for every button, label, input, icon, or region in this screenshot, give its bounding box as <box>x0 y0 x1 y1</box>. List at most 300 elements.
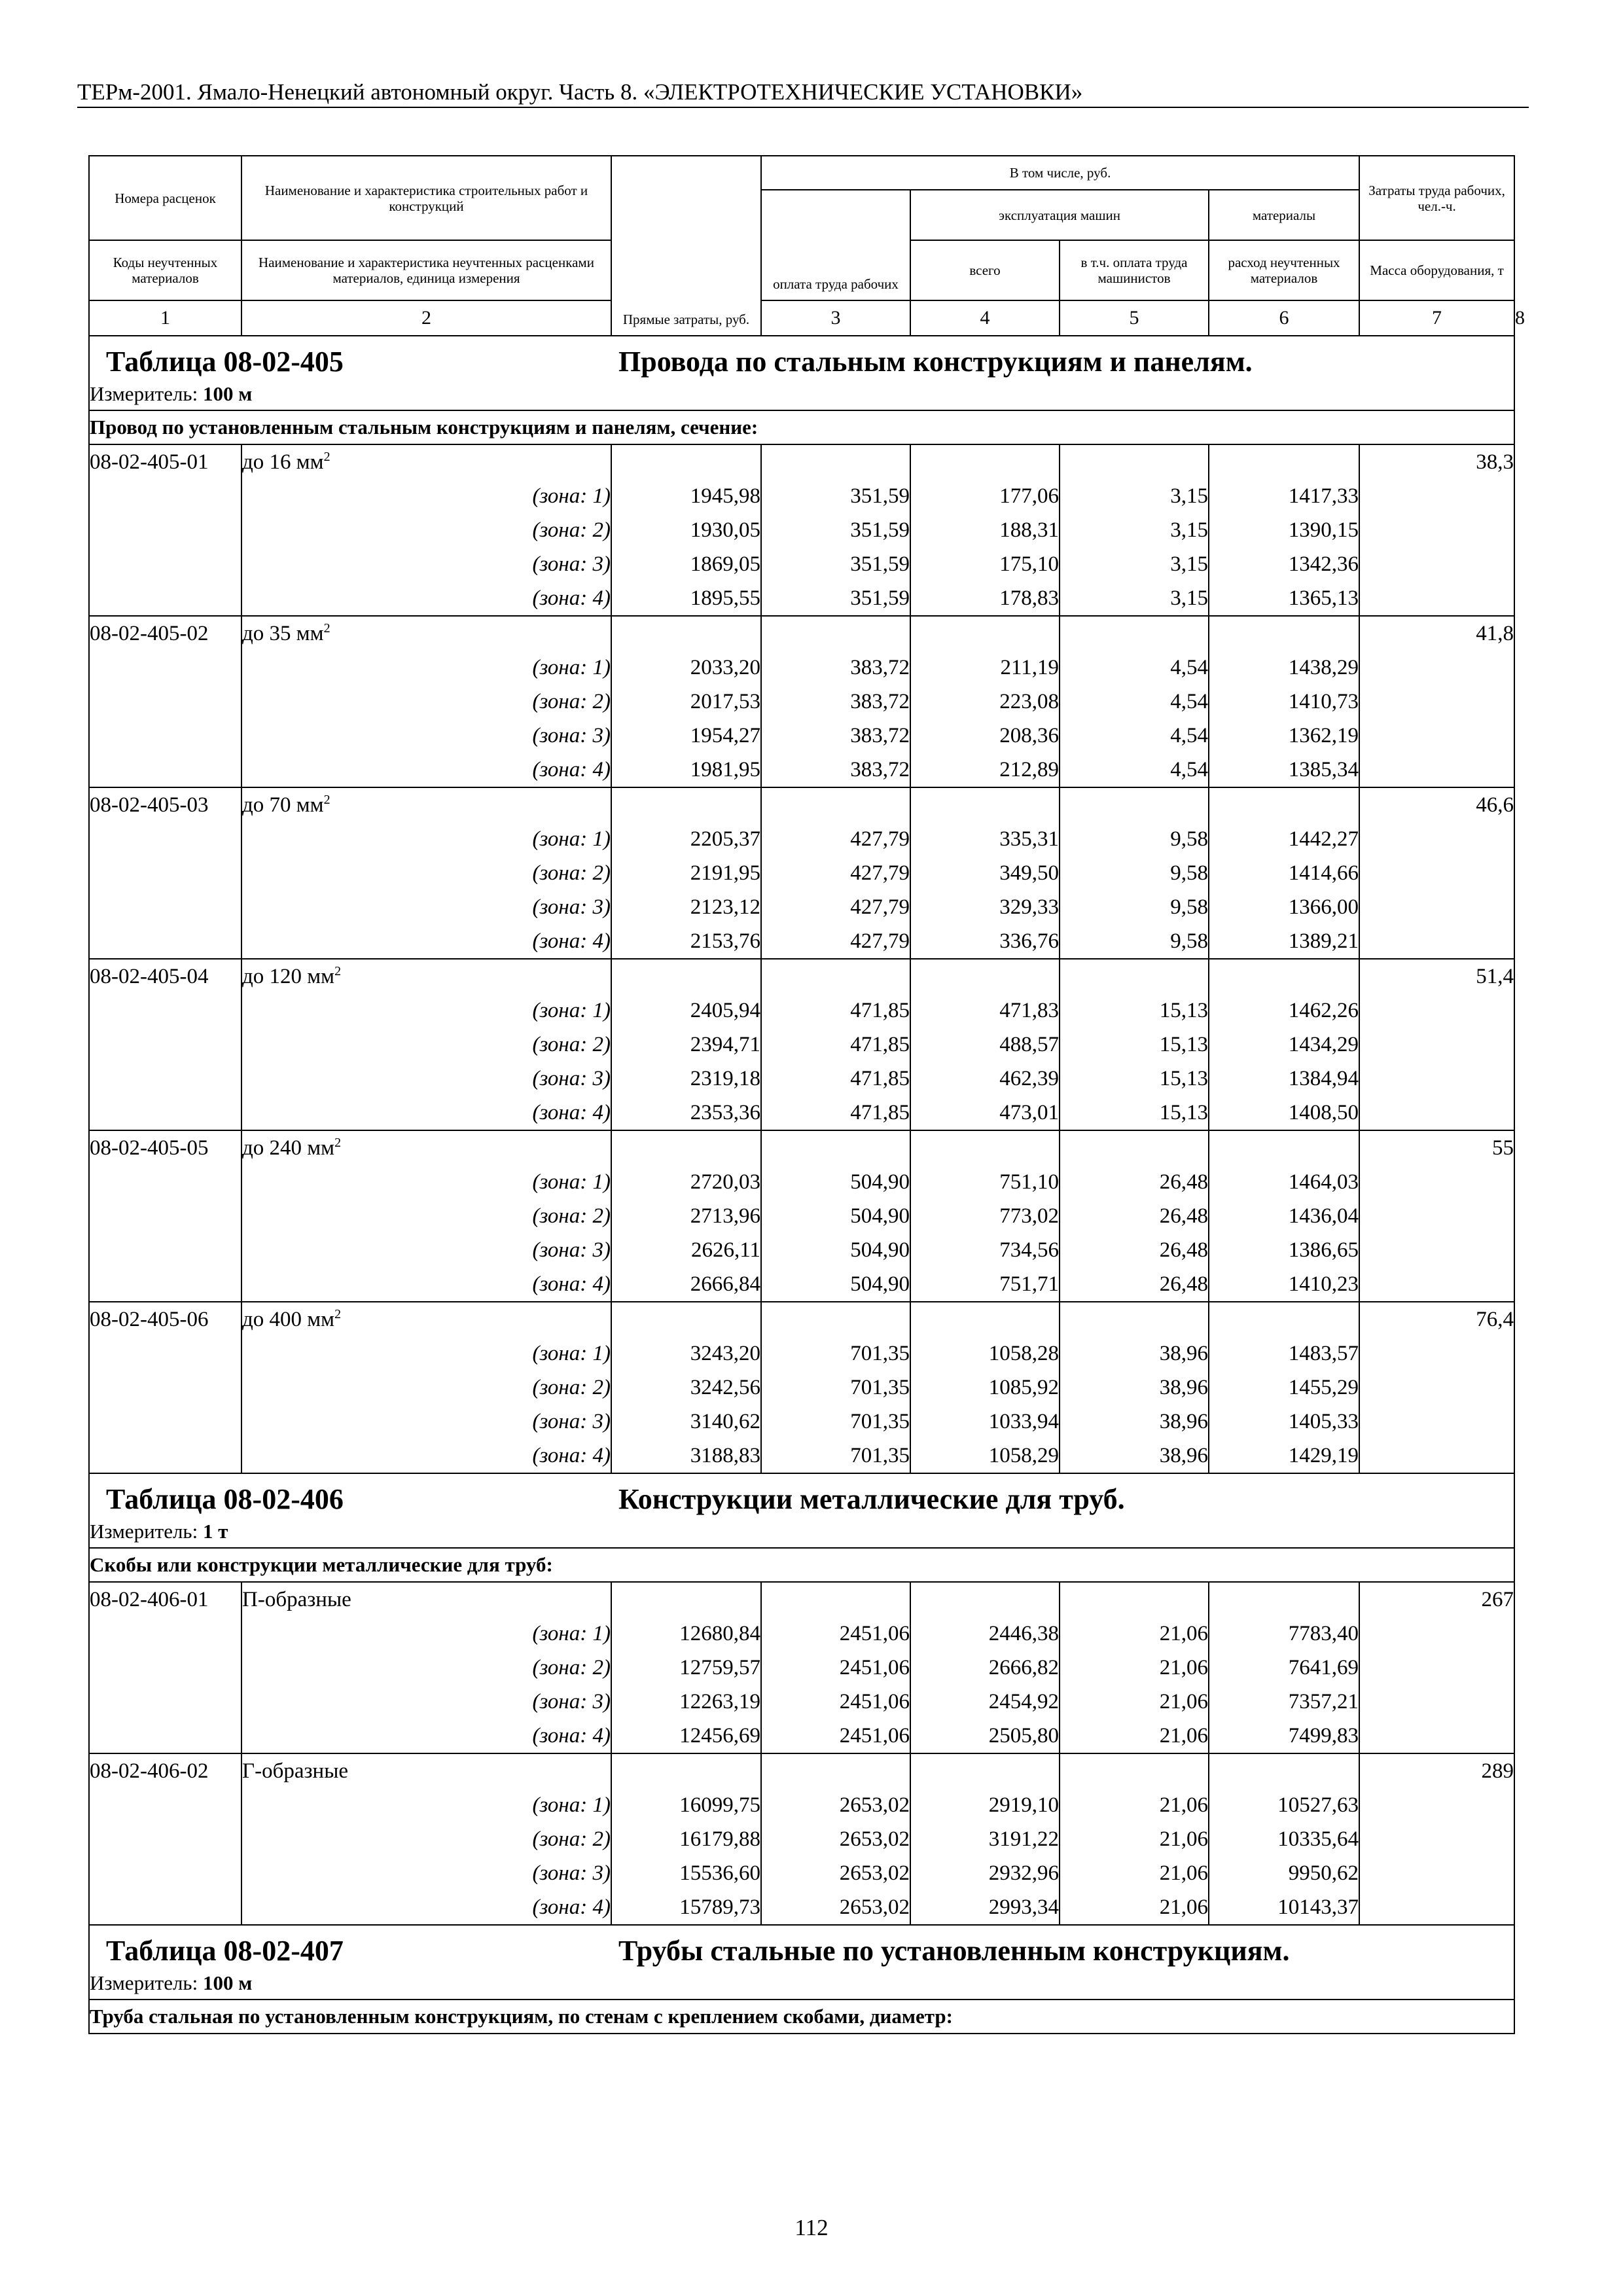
value-cell: 1981,95 <box>611 753 761 787</box>
table-title: Провода по стальным конструкциям и панелям. <box>618 346 1253 378</box>
measure-unit-cell <box>89 1967 1514 2000</box>
value-cell: 1033,94 <box>910 1405 1060 1439</box>
zone-row <box>89 1371 1514 1405</box>
column-number-3: 3 <box>761 300 910 336</box>
value-cell: 701,35 <box>761 1439 910 1473</box>
empty-cell <box>611 616 761 651</box>
value-cell: 335,31 <box>910 822 1060 856</box>
value-cell: 427,79 <box>761 890 910 924</box>
zone-row <box>89 1439 1514 1473</box>
value-cell: 2653,02 <box>761 1788 910 1822</box>
table-code: Таблица 08-02-407 <box>106 1935 344 1967</box>
empty-cell <box>1209 616 1359 651</box>
zone-row <box>89 547 1514 581</box>
value-cell: 2205,37 <box>611 822 761 856</box>
zone-row <box>89 1685 1514 1719</box>
empty-cell <box>89 685 241 719</box>
value-cell: 471,85 <box>761 994 910 1028</box>
zone-label: (зона: 3) <box>241 547 611 581</box>
zone-row <box>89 753 1514 787</box>
empty-cell <box>89 753 241 787</box>
value-cell: 178,83 <box>910 581 1060 616</box>
zone-label: (зона: 2) <box>241 1651 611 1685</box>
empty-cell <box>1359 1405 1514 1439</box>
value-cell: 701,35 <box>761 1371 910 1405</box>
empty-cell <box>1359 924 1514 959</box>
zone-row <box>89 685 1514 719</box>
value-cell: 3,15 <box>1060 581 1209 616</box>
value-cell: 471,83 <box>910 994 1060 1028</box>
zone-row <box>89 1719 1514 1753</box>
value-cell: 351,59 <box>761 513 910 547</box>
empty-cell <box>1209 959 1359 994</box>
value-cell: 1058,29 <box>910 1439 1060 1473</box>
empty-cell <box>1359 856 1514 890</box>
value-cell: 351,59 <box>761 581 910 616</box>
measure-unit-cell <box>89 378 1514 410</box>
rate-item-row <box>89 1130 1514 1165</box>
value-cell: 471,85 <box>761 1062 910 1096</box>
zone-row <box>89 822 1514 856</box>
empty-cell <box>1060 787 1209 822</box>
empty-cell <box>1359 753 1514 787</box>
empty-cell <box>89 856 241 890</box>
zone-row <box>89 651 1514 685</box>
value-cell: 383,72 <box>761 753 910 787</box>
value-cell: 2033,20 <box>611 651 761 685</box>
empty-cell <box>89 1617 241 1651</box>
rate-code: 08-02-405-02 <box>89 616 241 651</box>
value-cell: 2017,53 <box>611 685 761 719</box>
section-title-cell <box>89 336 1514 378</box>
value-cell: 21,06 <box>1060 1856 1209 1890</box>
empty-cell <box>1359 1371 1514 1405</box>
empty-cell <box>910 1582 1060 1617</box>
empty-cell <box>1209 1130 1359 1165</box>
section-unit-row <box>89 378 1514 410</box>
rate-code: 08-02-405-06 <box>89 1302 241 1336</box>
empty-cell <box>611 1302 761 1336</box>
value-cell: 1869,05 <box>611 547 761 581</box>
value-cell: 16179,88 <box>611 1822 761 1856</box>
value-cell: 12680,84 <box>611 1617 761 1651</box>
empty-cell <box>1359 1617 1514 1651</box>
empty-cell <box>1359 1199 1514 1233</box>
zone-label: (зона: 1) <box>241 1617 611 1651</box>
empty-cell <box>1359 1165 1514 1199</box>
value-cell: 1954,27 <box>611 719 761 753</box>
measure-unit-label: Измеритель: <box>90 1971 198 1994</box>
value-cell: 471,85 <box>761 1028 910 1062</box>
empty-cell <box>1359 1028 1514 1062</box>
value-cell: 2666,84 <box>611 1267 761 1302</box>
empty-cell <box>1359 1267 1514 1302</box>
rate-name <box>241 959 611 994</box>
value-cell: 15536,60 <box>611 1856 761 1890</box>
value-cell: 1408,50 <box>1209 1096 1359 1130</box>
zone-row <box>89 581 1514 616</box>
empty-cell <box>1060 1302 1209 1336</box>
value-cell: 3191,22 <box>910 1822 1060 1856</box>
value-cell: 329,33 <box>910 890 1060 924</box>
rate-item-row <box>89 444 1514 479</box>
value-cell: 504,90 <box>761 1165 910 1199</box>
empty-cell <box>1359 513 1514 547</box>
empty-cell <box>1359 479 1514 513</box>
value-cell: 12456,69 <box>611 1719 761 1753</box>
column-number-7: 7 <box>1359 300 1514 336</box>
zone-label: (зона: 4) <box>241 1439 611 1473</box>
rate-name-text: до 35 мм <box>242 621 324 645</box>
zone-label: (зона: 3) <box>241 1685 611 1719</box>
value-cell: 462,39 <box>910 1062 1060 1096</box>
value-cell: 21,06 <box>1060 1822 1209 1856</box>
empty-cell <box>761 787 910 822</box>
value-cell: 336,76 <box>910 924 1060 959</box>
value-cell: 2319,18 <box>611 1062 761 1096</box>
labor-cost: 76,4 <box>1359 1302 1514 1336</box>
labor-cost: 267 <box>1359 1582 1514 1617</box>
value-cell: 15,13 <box>1060 1062 1209 1096</box>
zone-label: (зона: 1) <box>241 1336 611 1371</box>
value-cell: 4,54 <box>1060 753 1209 787</box>
value-cell: 2919,10 <box>910 1788 1060 1822</box>
rate-item-row <box>89 787 1514 822</box>
rate-name <box>241 1582 611 1617</box>
zone-row <box>89 1405 1514 1439</box>
empty-cell <box>89 1267 241 1302</box>
col6-header: в т.ч. оплата труда машинистов <box>1060 240 1209 300</box>
unit-superscript: 2 <box>334 1306 342 1321</box>
rate-name-text: до 240 мм <box>242 1136 335 1160</box>
value-cell: 1436,04 <box>1209 1199 1359 1233</box>
unit-superscript: 2 <box>334 1135 342 1150</box>
value-cell: 1362,19 <box>1209 719 1359 753</box>
value-cell: 7499,83 <box>1209 1719 1359 1753</box>
zone-row <box>89 513 1514 547</box>
zone-row <box>89 856 1514 890</box>
rate-code: 08-02-405-05 <box>89 1130 241 1165</box>
value-cell: 1405,33 <box>1209 1405 1359 1439</box>
value-cell: 9950,62 <box>1209 1856 1359 1890</box>
empty-cell <box>1359 822 1514 856</box>
column-number-5: 5 <box>1060 300 1209 336</box>
value-cell: 1483,57 <box>1209 1336 1359 1371</box>
empty-cell <box>910 444 1060 479</box>
zone-label: (зона: 1) <box>241 479 611 513</box>
value-cell: 2653,02 <box>761 1856 910 1890</box>
rate-name-text: до 70 мм <box>242 793 324 817</box>
value-cell: 4,54 <box>1060 685 1209 719</box>
column-number-6: 6 <box>1209 300 1359 336</box>
rate-item-row <box>89 1302 1514 1336</box>
value-cell: 12759,57 <box>611 1651 761 1685</box>
value-cell: 1414,66 <box>1209 856 1359 890</box>
zone-label: (зона: 3) <box>241 890 611 924</box>
value-cell: 212,89 <box>910 753 1060 787</box>
value-cell: 1434,29 <box>1209 1028 1359 1062</box>
value-cell: 1366,00 <box>1209 890 1359 924</box>
value-cell: 701,35 <box>761 1405 910 1439</box>
value-cell: 38,96 <box>1060 1405 1209 1439</box>
value-cell: 10335,64 <box>1209 1822 1359 1856</box>
value-cell: 26,48 <box>1060 1199 1209 1233</box>
column-number-1: 1 <box>89 300 241 336</box>
empty-cell <box>1359 1439 1514 1473</box>
empty-cell <box>611 1130 761 1165</box>
col8-top-header: Затраты труда рабочих, чел.-ч. <box>1359 156 1514 240</box>
col2-bottom-header: Наименование и характеристика неучтенных расценками материалов, единица измерения <box>241 240 611 300</box>
value-cell: 751,10 <box>910 1165 1060 1199</box>
value-cell: 3242,56 <box>611 1371 761 1405</box>
labor-cost: 41,8 <box>1359 616 1514 651</box>
rate-name-text: П-образные <box>242 1587 351 1611</box>
empty-cell <box>761 1753 910 1788</box>
value-cell: 2666,82 <box>910 1651 1060 1685</box>
column-number-row: 1 2 3 4 5 6 7 8 <box>89 300 1514 336</box>
empty-cell <box>1359 1233 1514 1267</box>
empty-cell <box>89 1651 241 1685</box>
value-cell: 2446,38 <box>910 1617 1060 1651</box>
empty-cell <box>89 479 241 513</box>
empty-cell <box>1209 1582 1359 1617</box>
zone-label: (зона: 4) <box>241 753 611 787</box>
measure-unit-value: 100 м <box>202 382 253 405</box>
empty-cell <box>910 787 1060 822</box>
value-cell: 2993,34 <box>910 1890 1060 1925</box>
column-number-4: 4 <box>910 300 1060 336</box>
empty-cell <box>89 1062 241 1096</box>
value-cell: 1930,05 <box>611 513 761 547</box>
empty-cell <box>761 1302 910 1336</box>
value-cell: 21,06 <box>1060 1685 1209 1719</box>
column-number-2: 2 <box>241 300 611 336</box>
value-cell: 223,08 <box>910 685 1060 719</box>
value-cell: 751,71 <box>910 1267 1060 1302</box>
value-cell: 2653,02 <box>761 1822 910 1856</box>
empty-cell <box>89 1371 241 1405</box>
value-cell: 1085,92 <box>910 1371 1060 1405</box>
value-cell: 1429,19 <box>1209 1439 1359 1473</box>
value-cell: 2191,95 <box>611 856 761 890</box>
empty-cell <box>89 994 241 1028</box>
empty-cell <box>910 616 1060 651</box>
zone-row <box>89 994 1514 1028</box>
empty-cell <box>1359 547 1514 581</box>
empty-cell <box>1060 1582 1209 1617</box>
value-cell: 1384,94 <box>1209 1062 1359 1096</box>
col7-header: расход неучтенных материалов <box>1209 240 1359 300</box>
rate-code: 08-02-405-03 <box>89 787 241 822</box>
header-rule <box>77 107 1529 108</box>
empty-cell <box>89 1336 241 1371</box>
zone-label: (зона: 2) <box>241 685 611 719</box>
zone-label: (зона: 4) <box>241 924 611 959</box>
zone-label: (зона: 4) <box>241 1890 611 1925</box>
value-cell: 21,06 <box>1060 1719 1209 1753</box>
value-cell: 3,15 <box>1060 513 1209 547</box>
value-cell: 15,13 <box>1060 1028 1209 1062</box>
empty-cell <box>1359 1336 1514 1371</box>
zone-label: (зона: 1) <box>241 651 611 685</box>
empty-cell <box>89 1439 241 1473</box>
empty-cell <box>89 1822 241 1856</box>
zone-row <box>89 479 1514 513</box>
empty-cell <box>1359 1719 1514 1753</box>
value-cell: 12263,19 <box>611 1685 761 1719</box>
value-cell: 2394,71 <box>611 1028 761 1062</box>
empty-cell <box>611 787 761 822</box>
group-heading-row <box>89 410 1514 444</box>
rate-name-text: до 16 мм <box>242 450 324 474</box>
section-title-row <box>89 336 1514 378</box>
zone-row <box>89 1822 1514 1856</box>
measure-unit-label: Измеритель: <box>90 382 198 405</box>
empty-cell <box>1359 994 1514 1028</box>
col4-header: оплата труда рабочих <box>761 190 910 300</box>
value-cell: 3,15 <box>1060 547 1209 581</box>
value-cell: 26,48 <box>1060 1233 1209 1267</box>
value-cell: 10527,63 <box>1209 1788 1359 1822</box>
value-cell: 1386,65 <box>1209 1233 1359 1267</box>
rate-item-row <box>89 1582 1514 1617</box>
value-cell: 1417,33 <box>1209 479 1359 513</box>
empty-cell <box>611 959 761 994</box>
value-cell: 427,79 <box>761 822 910 856</box>
value-cell: 9,58 <box>1060 856 1209 890</box>
value-cell: 2153,76 <box>611 924 761 959</box>
zone-label: (зона: 2) <box>241 856 611 890</box>
zone-label: (зона: 2) <box>241 1199 611 1233</box>
value-cell: 2653,02 <box>761 1890 910 1925</box>
rate-code: 08-02-406-02 <box>89 1753 241 1788</box>
table-title: Конструкции металлические для труб. <box>618 1483 1125 1515</box>
col2-top-header: Наименование и характеристика строительных работ и конструкций <box>241 156 611 240</box>
rate-item-row <box>89 616 1514 651</box>
value-cell: 1385,34 <box>1209 753 1359 787</box>
value-cell: 2451,06 <box>761 1617 910 1651</box>
zone-label: (зона: 2) <box>241 513 611 547</box>
value-cell: 3140,62 <box>611 1405 761 1439</box>
value-cell: 2451,06 <box>761 1651 910 1685</box>
value-cell: 2451,06 <box>761 1685 910 1719</box>
rate-name <box>241 1130 611 1165</box>
group-heading-row <box>89 2000 1514 2034</box>
section-unit-row <box>89 1516 1514 1548</box>
value-cell: 9,58 <box>1060 822 1209 856</box>
empty-cell <box>89 822 241 856</box>
rate-name <box>241 787 611 822</box>
value-cell: 1410,23 <box>1209 1267 1359 1302</box>
empty-cell <box>89 1788 241 1822</box>
empty-cell <box>89 719 241 753</box>
empty-cell <box>1359 890 1514 924</box>
empty-cell <box>89 581 241 616</box>
zone-label: (зона: 3) <box>241 1062 611 1096</box>
unit-superscript: 2 <box>323 620 330 636</box>
value-cell: 488,57 <box>910 1028 1060 1062</box>
value-cell: 1342,36 <box>1209 547 1359 581</box>
zone-label: (зона: 3) <box>241 1405 611 1439</box>
empty-cell <box>1209 1753 1359 1788</box>
value-cell: 15,13 <box>1060 994 1209 1028</box>
value-cell: 7357,21 <box>1209 1685 1359 1719</box>
zone-label: (зона: 4) <box>241 1719 611 1753</box>
machines-header: эксплуатация машин <box>910 190 1209 240</box>
labor-cost: 38,3 <box>1359 444 1514 479</box>
empty-cell <box>1359 1062 1514 1096</box>
labor-cost: 46,6 <box>1359 787 1514 822</box>
empty-cell <box>1359 1822 1514 1856</box>
value-cell: 1438,29 <box>1209 651 1359 685</box>
zone-row <box>89 1788 1514 1822</box>
value-cell: 211,19 <box>910 651 1060 685</box>
zone-label: (зона: 2) <box>241 1822 611 1856</box>
value-cell: 4,54 <box>1060 651 1209 685</box>
empty-cell <box>1209 444 1359 479</box>
rate-code: 08-02-405-04 <box>89 959 241 994</box>
value-cell: 1365,13 <box>1209 581 1359 616</box>
rate-code: 08-02-405-01 <box>89 444 241 479</box>
empty-cell <box>89 1233 241 1267</box>
value-cell: 471,85 <box>761 1096 910 1130</box>
value-cell: 2932,96 <box>910 1856 1060 1890</box>
empty-cell <box>89 1199 241 1233</box>
value-cell: 504,90 <box>761 1267 910 1302</box>
zone-row <box>89 890 1514 924</box>
value-cell: 383,72 <box>761 651 910 685</box>
value-cell: 2626,11 <box>611 1233 761 1267</box>
col3-header: Прямые затраты, руб. <box>611 156 761 336</box>
value-cell: 351,59 <box>761 479 910 513</box>
value-cell: 1455,29 <box>1209 1371 1359 1405</box>
zone-row <box>89 719 1514 753</box>
rate-name <box>241 444 611 479</box>
empty-cell <box>761 616 910 651</box>
value-cell: 427,79 <box>761 856 910 890</box>
zone-label: (зона: 2) <box>241 1028 611 1062</box>
empty-cell <box>910 1130 1060 1165</box>
section-title-row <box>89 1473 1514 1516</box>
value-cell: 15,13 <box>1060 1096 1209 1130</box>
value-cell: 1390,15 <box>1209 513 1359 547</box>
value-cell: 504,90 <box>761 1199 910 1233</box>
empty-cell <box>910 959 1060 994</box>
empty-cell <box>1359 651 1514 685</box>
col8-bottom-header: Масса оборудования, т <box>1359 240 1514 300</box>
zone-row <box>89 1651 1514 1685</box>
zone-row <box>89 1165 1514 1199</box>
header-row-1 <box>89 156 1514 190</box>
value-cell: 351,59 <box>761 547 910 581</box>
empty-cell <box>761 1582 910 1617</box>
group-heading: Труба стальная по установленным конструкциям, по стенам с креплением скобами, диаметр: <box>89 2000 1514 2034</box>
group-heading: Провод по установленным стальным конструкциям и панелям, сечение: <box>89 410 1514 444</box>
empty-cell <box>1060 1753 1209 1788</box>
empty-cell <box>89 513 241 547</box>
table-code: Таблица 08-02-405 <box>106 346 344 378</box>
value-cell: 21,06 <box>1060 1617 1209 1651</box>
rate-name-text: до 400 мм <box>242 1307 335 1331</box>
value-cell: 1389,21 <box>1209 924 1359 959</box>
value-cell: 38,96 <box>1060 1336 1209 1371</box>
section-title-row <box>89 1925 1514 1967</box>
value-cell: 383,72 <box>761 719 910 753</box>
empty-cell <box>1359 1096 1514 1130</box>
table-title: Трубы стальные по установленным конструкциям. <box>618 1935 1290 1967</box>
value-cell: 1442,27 <box>1209 822 1359 856</box>
zone-row <box>89 1336 1514 1371</box>
